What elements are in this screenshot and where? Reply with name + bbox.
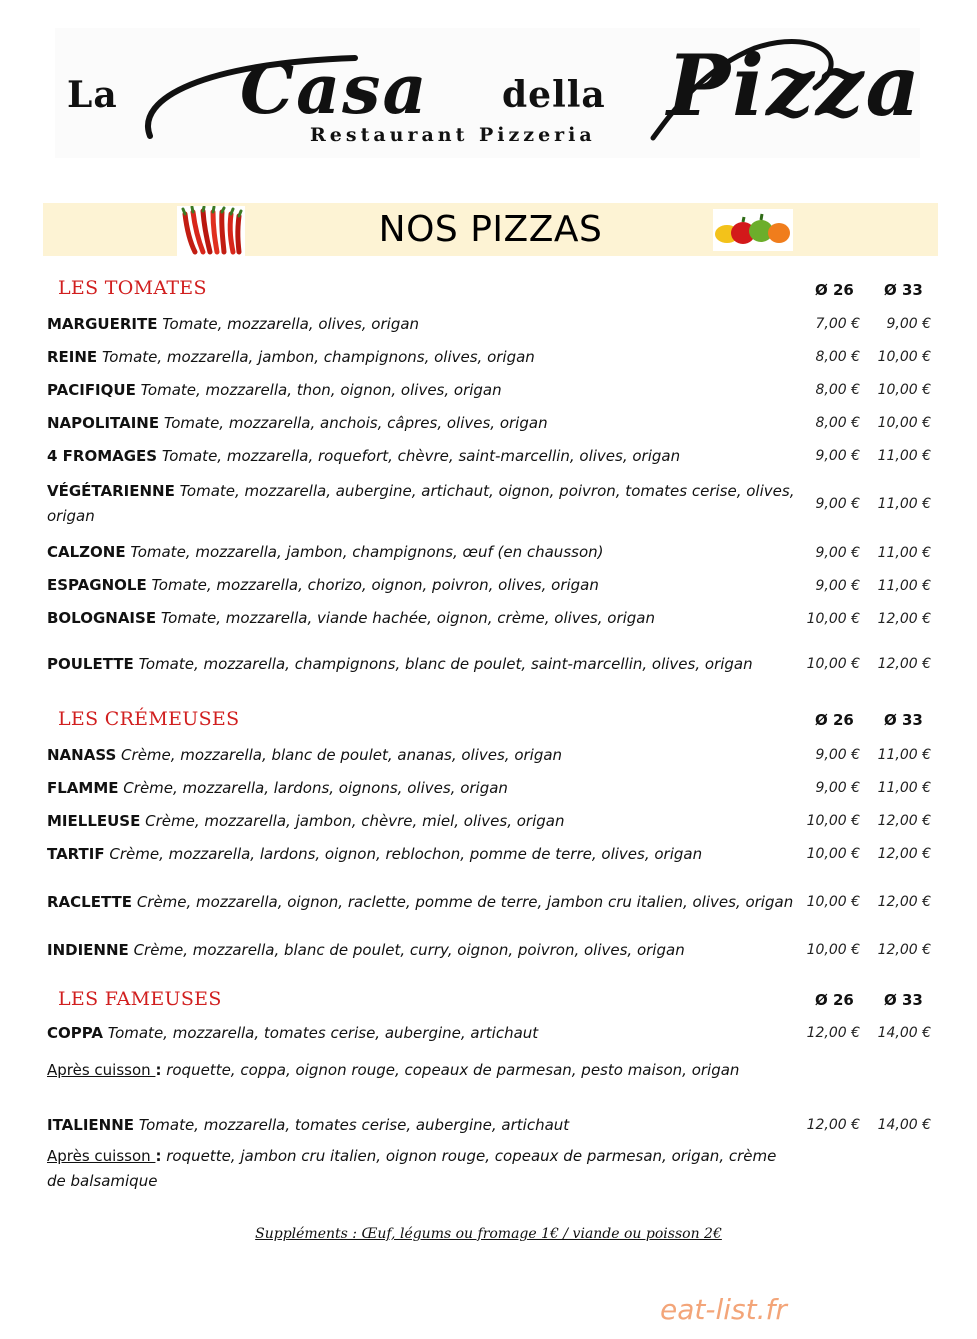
item-desc: Tomate, mozzarella, chorizo, oignon, poivron, olives, origan — [151, 576, 599, 594]
price-33: 10,00 € — [877, 415, 931, 431]
item-name: FLAMME — [47, 779, 119, 797]
price-26: 8,00 € — [815, 349, 860, 365]
price-33: 14,00 € — [877, 1025, 931, 1041]
item-name: NANASS — [47, 746, 117, 764]
menu-item-4-fromages — [47, 444, 797, 469]
item-desc: Crème, mozzarella, oignon, raclette, pomme de terre, jambon cru italien, olives, origan — [136, 893, 794, 911]
price-26: 12,00 € — [806, 1117, 860, 1133]
section-title-fameuses: LES FAMEUSES — [58, 988, 222, 1010]
item-name: COPPA — [47, 1024, 103, 1042]
price-26: 9,00 € — [815, 578, 860, 594]
price-26: 7,00 € — [815, 316, 860, 332]
col-header-26: Ø 26 — [815, 711, 854, 729]
col-header-26: Ø 26 — [815, 281, 854, 299]
price-26: 10,00 € — [806, 942, 860, 958]
item-name: INDIENNE — [47, 941, 129, 959]
price-26: 9,00 € — [815, 545, 860, 561]
menu-item-reine — [47, 345, 797, 370]
menu-item-coppa — [47, 1021, 797, 1046]
col-header-33: Ø 33 — [884, 991, 923, 1009]
after-cooking-label: Après cuisson — [47, 1061, 156, 1079]
price-33: 11,00 € — [877, 448, 931, 464]
menu-item-espagnole — [47, 573, 797, 598]
logo-della: della — [502, 74, 606, 116]
menu-item-marguerite — [47, 312, 797, 337]
menu-item-poulette — [47, 652, 797, 677]
price-26: 10,00 € — [806, 656, 860, 672]
price-26: 9,00 € — [815, 448, 860, 464]
item-desc: Tomate, mozzarella, thon, oignon, olives, origan — [140, 381, 502, 399]
item-name: ESPAGNOLE — [47, 576, 147, 594]
logo-la: La — [67, 74, 118, 116]
price-26: 8,00 € — [815, 382, 860, 398]
menu-item-calzone — [47, 540, 797, 565]
price-33: 12,00 € — [877, 942, 931, 958]
after-cooking-toppings: roquette, jambon cru italien, oignon rouge, copeaux de parmesan, origan, crème de balsamique — [47, 1147, 777, 1190]
menu-item-pacifique — [47, 378, 797, 403]
restaurant-logo — [55, 28, 920, 158]
price-26: 10,00 € — [806, 813, 860, 829]
item-desc: Crème, mozzarella, blanc de poulet, ananas, olives, origan — [121, 746, 563, 764]
item-desc: Tomate, mozzarella, roquefort, chèvre, saint-marcellin, olives, origan — [161, 447, 681, 465]
item-name: BOLOGNAISE — [47, 609, 157, 627]
item-desc: Crème, mozzarella, blanc de poulet, curry, oignon, poivron, olives, origan — [133, 941, 685, 959]
item-desc: Crème, mozzarella, jambon, chèvre, miel, olives, origan — [145, 812, 565, 830]
item-desc: Tomate, mozzarella, jambon, champignons, œuf (en chausson) — [130, 543, 604, 561]
menu-item-mielleuse — [47, 809, 797, 834]
after-cooking-toppings: roquette, coppa, oignon rouge, copeaux de parmesan, pesto maison, origan — [161, 1061, 740, 1079]
price-33: 11,00 € — [877, 747, 931, 763]
menu-item-flamme — [47, 776, 797, 801]
menu-item-italienne — [47, 1113, 797, 1138]
menu-item-raclette — [47, 890, 797, 915]
item-name: 4 FROMAGES — [47, 447, 158, 465]
item-desc: Tomate, mozzarella, tomates cerise, aubergine, artichaut — [107, 1024, 539, 1042]
item-name: ITALIENNE — [47, 1116, 134, 1134]
price-33: 11,00 € — [877, 545, 931, 561]
price-26: 10,00 € — [806, 846, 860, 862]
after-cooking-coppa — [47, 1058, 797, 1083]
menu-item-indienne — [47, 938, 797, 963]
item-desc: Tomate, mozzarella, olives, origan — [162, 315, 420, 333]
item-name: VÉGÉTARIENNE — [47, 482, 175, 500]
item-desc: Tomate, mozzarella, viande hachée, oignon, crème, olives, origan — [160, 609, 656, 627]
section-title-cremeuses: LES CRÉMEUSES — [58, 708, 240, 730]
watermark: eat-list.fr — [660, 1293, 787, 1326]
item-name: RACLETTE — [47, 893, 133, 911]
item-desc: Tomate, mozzarella, tomates cerise, aubergine, artichaut — [138, 1116, 570, 1134]
price-33: 9,00 € — [886, 316, 931, 332]
logo-pizza: Pizza — [667, 36, 922, 135]
price-33: 10,00 € — [877, 349, 931, 365]
price-26: 10,00 € — [806, 894, 860, 910]
item-desc: Tomate, mozzarella, jambon, champignons, olives, origan — [101, 348, 535, 366]
col-header-33: Ø 33 — [884, 711, 923, 729]
item-name: PACIFIQUE — [47, 381, 136, 399]
item-name: REINE — [47, 348, 98, 366]
logo-subtitle: Restaurant Pizzeria — [310, 124, 596, 146]
item-desc: Crème, mozzarella, lardons, oignon, reblochon, pomme de terre, olives, origan — [109, 845, 703, 863]
supplements-note: Suppléments : Œuf, légums ou fromage 1€ / viande ou poisson 2€ — [255, 1226, 722, 1242]
price-33: 12,00 € — [877, 813, 931, 829]
after-cooking-label: Après cuisson — [47, 1147, 156, 1165]
price-33: 12,00 € — [877, 846, 931, 862]
item-name: POULETTE — [47, 655, 134, 673]
menu-item-nanass — [47, 743, 797, 768]
price-33: 10,00 € — [877, 382, 931, 398]
item-desc: Tomate, mozzarella, aubergine, artichaut, oignon, poivron, tomates cerise, olives, origan — [47, 482, 795, 525]
price-26: 10,00 € — [806, 611, 860, 627]
bell-peppers-image — [713, 209, 793, 251]
logo-casa: Casa — [240, 50, 429, 130]
col-header-33: Ø 33 — [884, 281, 923, 299]
section-title-tomates: LES TOMATES — [58, 277, 207, 299]
item-name: TARTIF — [47, 845, 105, 863]
item-name: NAPOLITAINE — [47, 414, 160, 432]
price-26: 12,00 € — [806, 1025, 860, 1041]
menu-item-tartif — [47, 842, 797, 867]
price-33: 12,00 € — [877, 656, 931, 672]
menu-item-bolognaise — [47, 606, 797, 631]
menu-item-napolitaine — [47, 411, 797, 436]
after-cooking-italienne — [47, 1144, 797, 1194]
price-26: 9,00 € — [815, 747, 860, 763]
menu-item-vegetarienne — [47, 479, 797, 529]
price-26: 8,00 € — [815, 415, 860, 431]
item-desc: Crème, mozzarella, lardons, oignons, olives, origan — [123, 779, 508, 797]
item-desc: Tomate, mozzarella, champignons, blanc de poulet, saint-marcellin, olives, origan — [138, 655, 753, 673]
item-name: MIELLEUSE — [47, 812, 141, 830]
item-desc: Tomate, mozzarella, anchois, câpres, olives, origan — [163, 414, 548, 432]
menu-title: NOS PIZZAS — [378, 209, 603, 250]
after-cooking-colon: : — [155, 1061, 162, 1079]
price-26: 9,00 € — [815, 780, 860, 796]
price-33: 12,00 € — [877, 611, 931, 627]
after-cooking-colon: : — [155, 1147, 162, 1165]
price-33: 14,00 € — [877, 1117, 931, 1133]
price-26: 9,00 € — [815, 496, 860, 512]
price-33: 11,00 € — [877, 578, 931, 594]
price-33: 11,00 € — [877, 780, 931, 796]
item-name: CALZONE — [47, 543, 126, 561]
price-33: 12,00 € — [877, 894, 931, 910]
price-33: 11,00 € — [877, 496, 931, 512]
menu-title-band — [43, 203, 938, 256]
item-name: MARGUERITE — [47, 315, 158, 333]
col-header-26: Ø 26 — [815, 991, 854, 1009]
